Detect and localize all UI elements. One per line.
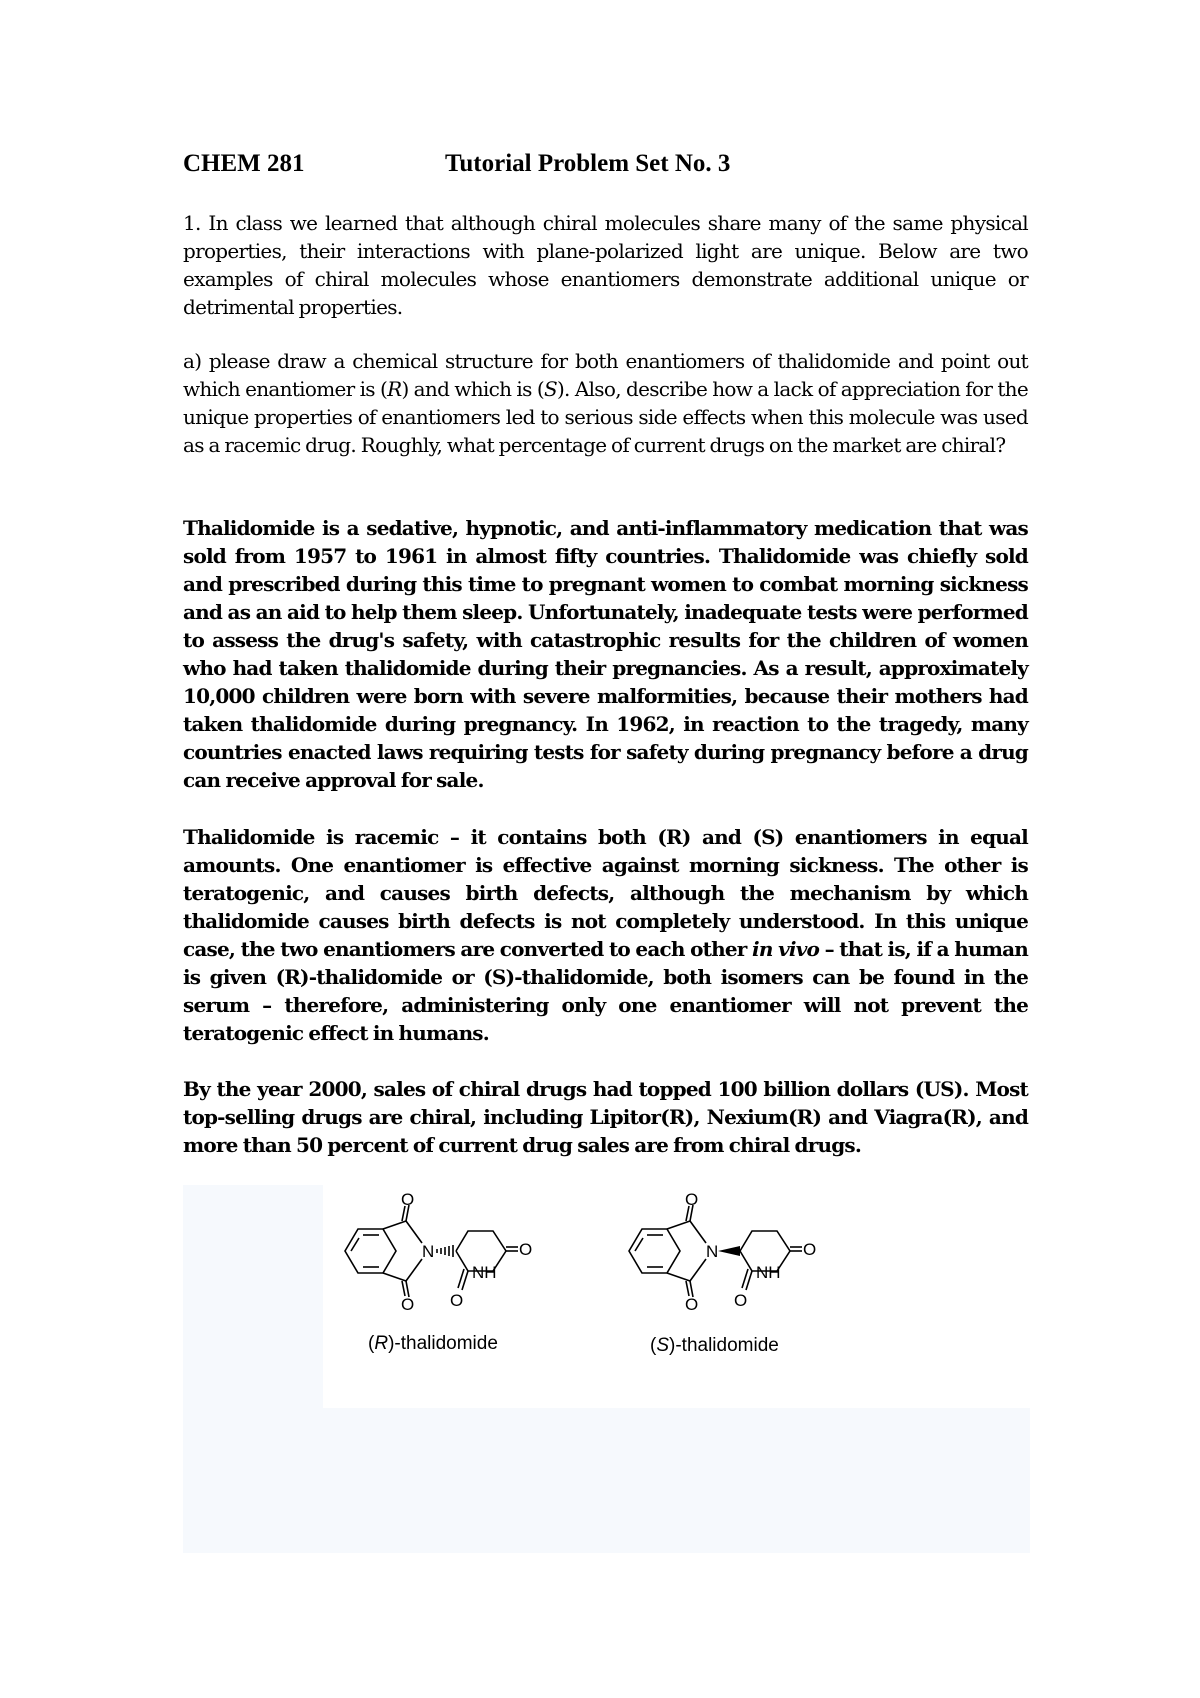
s-nitrogen: N <box>706 1242 719 1261</box>
r-nitrogen: N <box>422 1242 435 1261</box>
answer-paragraph-2-text-1: Thalidomide is racemic – it contains both (R) and (S) enantiomers in equal amounts. One enantiomer is effective against morning sickness. The other is teratogenic, and causes birth defects, although the mechanism by which thalidomide causes birth defects is not completely understood. In this unique case, the two enantiomers are converted to each other <box>183 825 1028 961</box>
r-descriptor: R <box>387 377 402 401</box>
r-nh: NH <box>472 1263 497 1282</box>
r-hashed-wedge <box>437 1245 453 1257</box>
s-nh: NH <box>756 1263 781 1282</box>
r-oxygen-bottom: O <box>401 1295 415 1314</box>
r-oxygen-right: O <box>519 1240 533 1259</box>
r-thalidomide-label <box>368 1333 498 1355</box>
answer-paragraph-3: By the year 2000, sales of chiral drugs had topped 100 billion dollars (US). Most top-selling drugs are chiral, including Lipitor(R), Nexium(R) and Viagra(R), and more than 50 percent of current drug sales are from chiral drugs. <box>183 1077 1028 1157</box>
problem-set-title: Tutorial Problem Set No. 3 <box>445 150 731 177</box>
r-atom-labels <box>401 1190 532 1314</box>
s-thalidomide-label <box>650 1335 779 1357</box>
thalidomide-structures <box>323 1185 1030 1408</box>
r-oxygen-top: O <box>401 1190 415 1209</box>
in-vivo-term: in vivo <box>752 937 820 961</box>
figure-background-bottom <box>183 1408 1030 1553</box>
s-atom-labels <box>685 1190 816 1314</box>
s-label-rest: )-thalidomide <box>669 1335 779 1356</box>
s-oxygen-bottom: O <box>685 1295 699 1314</box>
s-oxygen-lower: O <box>734 1291 748 1310</box>
s-label-letter: S <box>656 1335 670 1356</box>
s-solid-wedge <box>718 1246 740 1256</box>
thalidomide-figure <box>323 1185 1030 1408</box>
s-label-open: ( <box>650 1335 657 1356</box>
r-label-rest: )-thalidomide <box>388 1333 498 1354</box>
question-1a-text-1: a) please draw a chemical structure for both enantiomers of thalidomide and point out which enantiomer is ( <box>183 349 1028 401</box>
question-1a <box>183 347 1028 459</box>
answer-paragraph-2-text-2: – that is, if a human is given (R)-thalidomide or (S)-thalidomide, both isomers can be found in the serum – therefore, administering only one enantiomer will not prevent the teratogenic effect in humans. <box>183 937 1028 1045</box>
r-label-letter: R <box>374 1333 389 1354</box>
answer-paragraph-2 <box>183 823 1028 1047</box>
s-oxygen-right: O <box>803 1240 817 1259</box>
r-label-open: ( <box>368 1333 375 1354</box>
question-1-intro: 1. In class we learned that although chiral molecules share many of the same physical properties, their interactions with plane-polarized light are unique. Below are two examples of chiral molecules whose enantiomers demonstrate additional unique or detrimental properties. <box>183 211 1028 319</box>
question-1a-text-3: ). Also, describe how a lack of appreciation for the unique properties of enantiomers led to serious side effects when this molecule was used as a racemic drug. Roughly, what percentage of current drugs on the market are chiral? <box>183 377 1028 457</box>
answer-paragraph-1: Thalidomide is a sedative, hypnotic, and anti-inflammatory medication that was sold from 1957 to 1961 in almost fifty countries. Thalidomide was chiefly sold and prescribed during this time to pregnant women to combat morning sickness and as an aid to help them sleep. Unfortunately, inadequate tests were performed to assess the drug's safety, with catastrophic results for the children of women who had taken thalidomide during their pregnancies. As a result, approximately 10,000 children were born with severe malformities, because their mothers had taken thalidomide during pregnancy. In 1962, in reaction to the tragedy, many countries enacted laws requiring tests for safety during pregnancy before a drug can receive approval for sale. <box>183 516 1028 792</box>
r-oxygen-lower: O <box>450 1291 464 1310</box>
question-1a-text-2: ) and which is ( <box>401 377 544 401</box>
s-oxygen-top: O <box>685 1190 699 1209</box>
s-descriptor: S <box>543 377 557 401</box>
course-code: CHEM 281 <box>183 150 305 177</box>
